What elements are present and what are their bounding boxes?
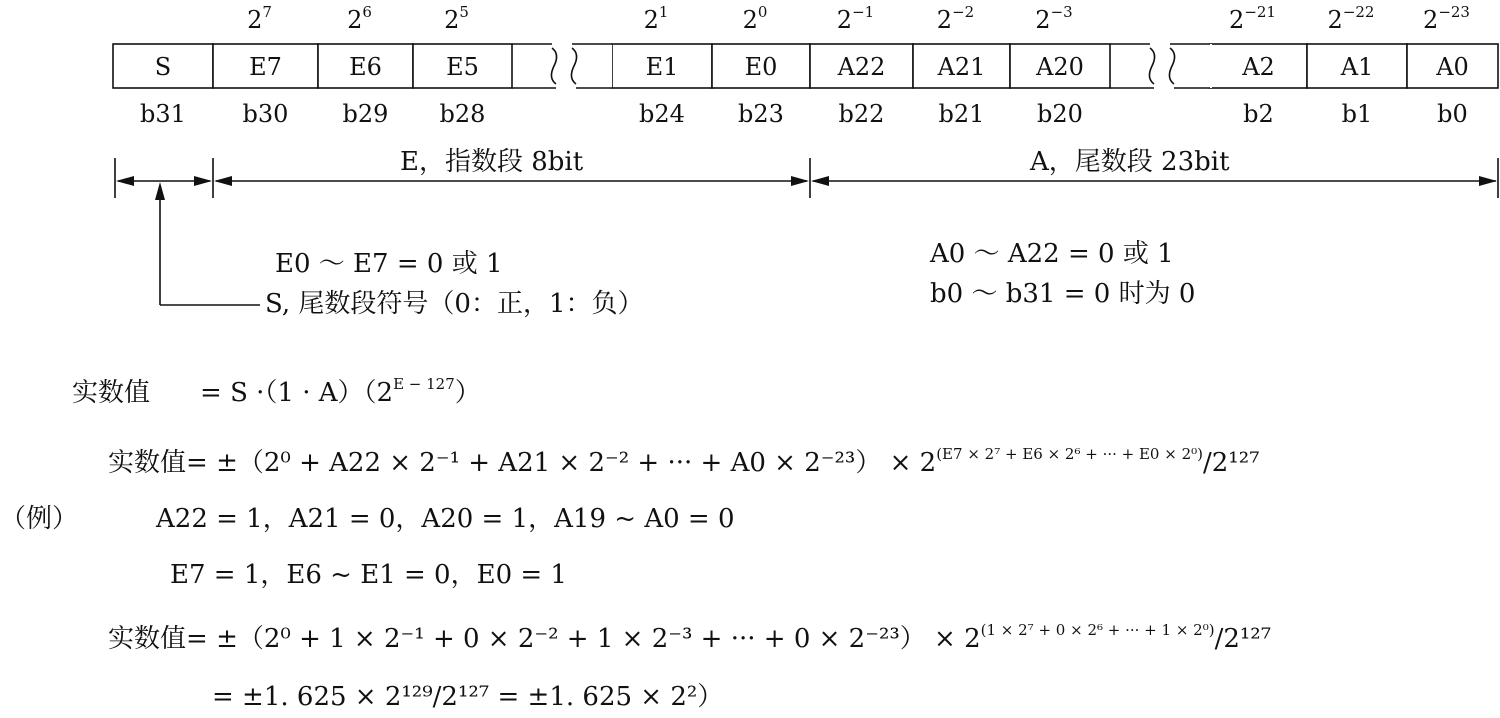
bit-weight-label: $2^1$ [643, 3, 669, 34]
bit-index-label: b30 [242, 100, 289, 128]
cell-label: E0 [744, 53, 778, 81]
formula-1: 实数值 = $S \cdot(1 \cdot A)(2^{E - 127})$ [72, 375, 481, 408]
bit-weight-label: $2^{-3}$ [1035, 3, 1073, 34]
cell-label: E1 [645, 53, 679, 81]
bit-cell-e6 [318, 3, 413, 128]
cell-label: E6 [349, 53, 382, 81]
bit-index-label: b21 [938, 100, 985, 128]
bit-cell-e5 [413, 3, 512, 128]
bit-weight-label: $2^{-21}$ [1229, 3, 1276, 34]
bit-cell-a1 [1307, 3, 1407, 128]
bit-cell-a0 [1407, 3, 1498, 128]
dimension-lines [115, 158, 1498, 305]
formula-4: = ±1. 625 × 2¹²⁹/2¹²⁷ = ±1. 625 × 2²） [212, 682, 724, 712]
bit-weight-label: $2^{-22}$ [1327, 3, 1375, 34]
bit-index-label: b31 [140, 100, 186, 128]
bit-weight-label: $2^6$ [347, 3, 372, 34]
cell-label: A2 [1242, 53, 1275, 81]
cell-label: S [154, 53, 172, 81]
bit-cell-s [113, 44, 213, 128]
bit-cell-a21 [913, 3, 1010, 128]
bit-weight-label: $2^{-23}$ [1423, 3, 1470, 34]
bit-cell-a22 [810, 3, 913, 128]
exponent-span-label: E，指数段 8bit [400, 147, 584, 177]
bit-weight-label: $2^0$ [742, 3, 768, 34]
cell-label: E7 [249, 53, 282, 81]
cell-label: E5 [446, 53, 479, 81]
example-line-1: A22 = 1，A21 = 0，A20 = 1，A19 ~ A0 = 0 [156, 504, 735, 534]
bit-cell-e0 [712, 3, 810, 128]
bit-cells [113, 3, 1498, 128]
bit-index-label: b29 [342, 100, 389, 128]
a-range-note: A0 ～ A22 = 0 或 1 [930, 239, 1174, 269]
bit-index-label: b1 [1341, 100, 1373, 128]
e-range-note: E0 ～ E7 = 0 或 1 [275, 249, 503, 279]
real-value-label: 实数值 [108, 448, 187, 478]
bit-index-label: b23 [738, 100, 784, 128]
bit-cell-a2 [1210, 3, 1307, 128]
break-marker-2 [1110, 44, 1212, 88]
formula-2: 实数值= ±（2⁰ + A22 × 2⁻¹ + A21 × 2⁻² + ··· + $A0 \times 2^{-23}) \times 2^{(E7 \times 2^7 + E6 \times 2^6 + \cdot\cdot\cdot + E0 \times 2^0)}/2^{127}$ [108, 445, 1260, 478]
example-label: （例） [0, 504, 79, 534]
real-value-label: 实数值 [72, 378, 151, 408]
cell-label: A21 [937, 53, 986, 81]
bit-index-label: b2 [1243, 100, 1274, 128]
real-value-label: 实数值 [108, 624, 187, 654]
bit-index-label: b22 [838, 100, 885, 128]
bit-weight-label: $2^{-2}$ [936, 3, 975, 34]
bit-weight-label: $2^5$ [444, 3, 469, 34]
example-line-2: E7 = 1，E6 ~ E1 = 0，E0 = 1 [170, 560, 567, 590]
bit-index-label: b0 [1437, 100, 1468, 128]
bit-index-label: b24 [639, 100, 685, 128]
formula-3: 实数值= ±（2⁰ + 1 × 2⁻¹ + 0 × 2⁻² + 1 × 2⁻³ + ··· + $0 \times 2^{-23}) \times 2^{(1 \times 2^7 + 0 \times 2^6 + \cdot\cdot\cdot + 1 \times 2^0)}/2^{127}$ [108, 621, 1272, 654]
cell-label: A0 [1436, 53, 1469, 81]
sign-note: S, 尾数段符号（0：正，1：负） [265, 289, 644, 319]
bit-index-label: b28 [439, 100, 486, 128]
bit-index-label: b20 [1037, 100, 1083, 128]
cell-label: A22 [837, 53, 886, 81]
mantissa-span-label: A，尾数段 23bit [1030, 147, 1230, 177]
bit-weight-label: $2^7$ [247, 3, 272, 34]
cell-label: A20 [1036, 53, 1084, 81]
cell-label: A1 [1340, 53, 1374, 81]
break-marker-1 [512, 44, 612, 88]
bit-cell-e1 [612, 3, 712, 128]
bit-cell-a20 [1010, 3, 1110, 128]
bit-cell-e7 [213, 3, 318, 128]
zero-note: b0 ～ b31 = 0 时为 0 [930, 279, 1196, 309]
bit-weight-label: $2^{-1}$ [836, 3, 875, 34]
